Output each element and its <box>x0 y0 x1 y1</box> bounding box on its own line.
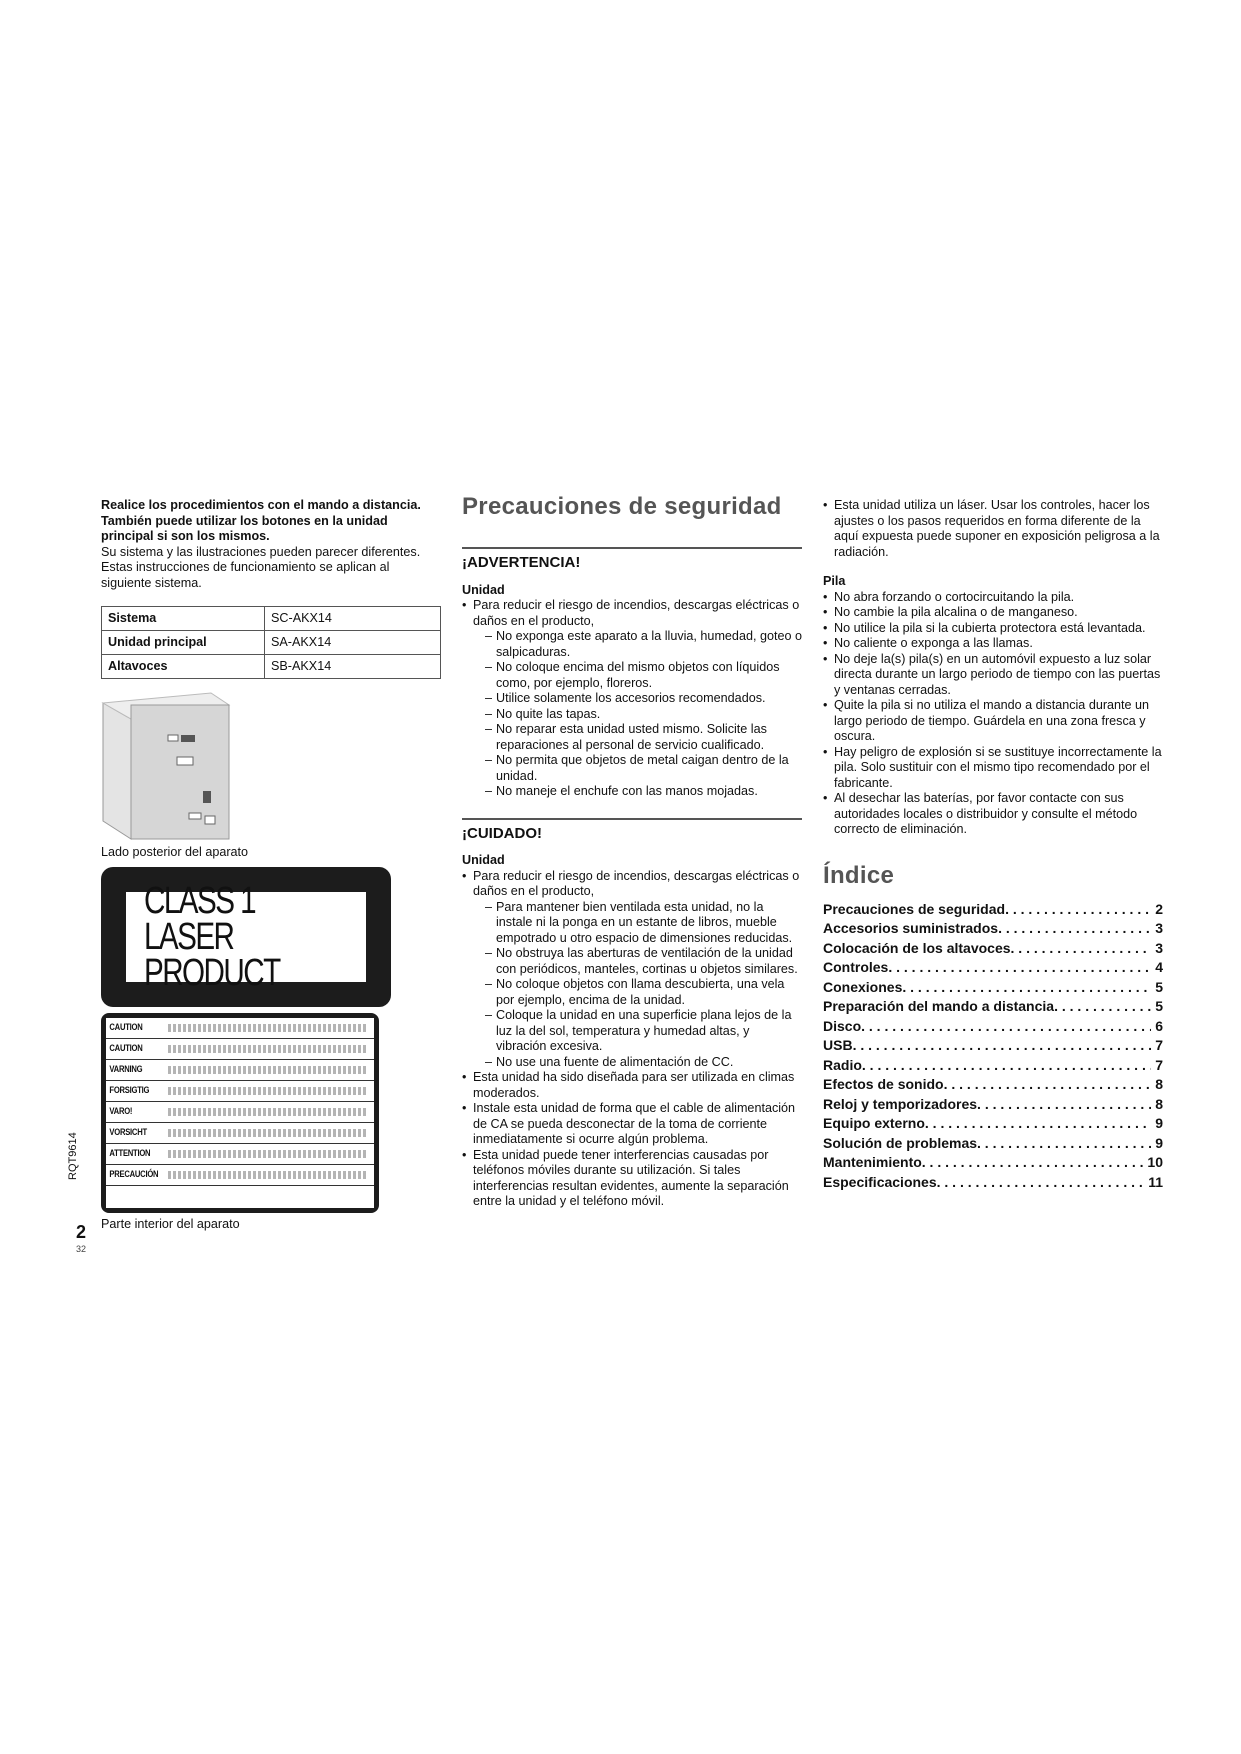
toc-label: Solución de problemas <box>823 1134 978 1151</box>
advertencia-heading: ¡ADVERTENCIA! <box>462 547 802 571</box>
page-sub-number: 32 <box>76 1244 87 1254</box>
warning-language-label: VARNING <box>109 1063 143 1074</box>
toc-label: Disco <box>823 1017 862 1034</box>
cuidado-list <box>462 869 802 1210</box>
warning-row <box>106 1165 374 1186</box>
list-item: • Al desechar las baterías, por favor contacte con sus autoridades locales o distribuidor y consulte el método correcto de eliminación. <box>823 791 1163 838</box>
list-item: – Para mantener bien ventilada esta unidad, no la instale ni la ponga en un estante de libros, mueble empotrado u otro espacio de dimensiones reducidas. <box>485 900 802 947</box>
advertencia-list <box>462 598 802 800</box>
figure-caption-rear: Lado posterior del aparato <box>101 845 249 859</box>
system-spec-table <box>101 606 441 679</box>
toc-label: Especificaciones <box>823 1173 937 1190</box>
toc-label: Reloj y temporizadores <box>823 1095 978 1112</box>
warning-row <box>106 1039 374 1060</box>
warning-language-label: CAUTION <box>109 1021 143 1032</box>
toc-entry[interactable] <box>823 1036 1163 1056</box>
spec-value: SB-AKX14 <box>265 655 441 679</box>
list-item: – Coloque la unidad en una superficie plana lejos de la luz la del sol, temperatura y humedad altas, y vibración excesiva. <box>485 1008 802 1055</box>
list-item: – Utilice solamente los accesorios recomendados. <box>485 691 802 707</box>
spec-key: Sistema <box>102 607 265 631</box>
intro-bold-text: Realice los procedimientos con el mando a distancia. También puede utilizar los botones en la unidad principal si son los mismos. <box>101 498 421 543</box>
warning-row <box>106 1018 374 1039</box>
toc-entry[interactable] <box>823 1075 1163 1095</box>
table-of-contents <box>823 900 1163 1193</box>
list-item: – No coloque encima del mismo objetos con líquidos como, por ejemplo, floreros. <box>485 660 802 691</box>
intro-text-1: Su sistema y las ilustraciones pueden parecer diferentes. <box>101 544 421 559</box>
list-item: – No use una fuente de alimentación de CC. <box>485 1055 802 1071</box>
list-item: • No deje la(s) pila(s) en un automóvil expuesto a luz solar directa durante un largo periodo de tiempo con las puertas y ventanas cerradas. <box>823 652 1163 699</box>
cuidado-subheading: Unidad <box>462 853 505 867</box>
list-item <box>462 869 802 1071</box>
toc-label: Radio <box>823 1056 862 1073</box>
toc-page: 11 <box>1148 1173 1163 1190</box>
toc-entry[interactable] <box>823 978 1163 998</box>
list-item: • Esta unidad puede tener interferencias causadas por teléfonos móviles durante su utilización. Si tales interferencias resultan evidentes, aumente la separación entre la unidad y el teléfono móvil. <box>462 1148 802 1210</box>
warning-row <box>106 1123 374 1144</box>
spec-value: SC-AKX14 <box>265 607 441 631</box>
toc-page: 3 <box>1155 920 1163 936</box>
device-rear-illustration <box>101 691 241 841</box>
table-row <box>102 607 441 631</box>
spec-key: Unidad principal <box>102 631 265 655</box>
toc-label: Preparación del mando a distancia <box>823 998 1055 1014</box>
laser-note-list <box>823 498 1163 560</box>
warning-language-label: FORSIGTIG <box>109 1084 150 1095</box>
toc-label: Mantenimiento <box>823 1154 922 1170</box>
cuidado-sublist <box>473 900 802 1071</box>
toc-entry[interactable] <box>823 1153 1163 1173</box>
toc-entry[interactable] <box>823 958 1163 978</box>
toc-entry[interactable] <box>823 939 1163 959</box>
spec-key: Altavoces <box>102 655 265 679</box>
warning-language-label: CAUTION <box>109 1042 143 1053</box>
warning-row <box>106 1144 374 1165</box>
toc-page: 9 <box>1155 1134 1163 1151</box>
toc-label: Controles <box>823 959 889 975</box>
list-item <box>462 598 802 800</box>
toc-entry[interactable] <box>823 1173 1163 1193</box>
warning-language-label: VORSICHT <box>109 1126 147 1137</box>
indice-title: Índice <box>823 861 895 889</box>
advertencia-sublist <box>473 629 802 800</box>
toc-label: Precauciones de seguridad <box>823 900 1006 917</box>
laser-class-label <box>101 867 391 1007</box>
table-row <box>102 631 441 655</box>
list-item: – No maneje el enchufe con las manos mojadas. <box>485 784 802 800</box>
list-item: • No abra forzando o cortocircuitando la pila. <box>823 590 1163 606</box>
toc-label: Accesorios suministrados <box>823 920 999 936</box>
toc-page: 7 <box>1155 1056 1163 1073</box>
list-item: • No caliente o exponga a las llamas. <box>823 636 1163 652</box>
toc-entry[interactable] <box>823 1114 1163 1134</box>
list-item-text: Para reducir el riesgo de incendios, descargas eléctricas o daños en el producto, <box>473 868 800 898</box>
toc-page: 8 <box>1155 1095 1163 1112</box>
warning-row <box>106 1060 374 1081</box>
list-item: – No permita que objetos de metal caigan dentro de la unidad. <box>485 753 802 784</box>
list-item: • No utilice la pila si la cubierta protectora está levantada. <box>823 621 1163 637</box>
list-item: • Esta unidad utiliza un láser. Usar los controles, hacer los ajustes o los pasos requeridos en forma diferente de la aquí expuesta puede suponer en exposición peligrosa a la radiación. <box>823 498 1163 560</box>
figure-caption-interior: Parte interior del aparato <box>101 1216 240 1231</box>
toc-label: Equipo externo <box>823 1115 925 1131</box>
safety-title: Precauciones de seguridad <box>462 493 782 520</box>
advertencia-subheading: Unidad <box>462 582 505 597</box>
warning-language-label: VARO! <box>109 1105 133 1116</box>
list-item: • Quite la pila si no utiliza el mando a distancia durante un largo periodo de tiempo. Guárdela en una zona fresca y oscura. <box>823 698 1163 745</box>
toc-label: Colocación de los altavoces <box>823 939 1011 956</box>
list-item: – No exponga este aparato a la lluvia, humedad, goteo o salpicaduras. <box>485 629 802 660</box>
toc-entry[interactable] <box>823 997 1163 1017</box>
toc-page: 5 <box>1155 998 1163 1014</box>
list-item-text: Para reducir el riesgo de incendios, descargas eléctricas o daños en el producto, <box>473 598 800 628</box>
warning-language-label: PRECAUCIÓN <box>109 1168 159 1179</box>
laser-label-line2: LASER PRODUCT <box>144 915 280 994</box>
toc-page: 4 <box>1155 959 1163 975</box>
warning-row <box>106 1102 374 1123</box>
list-item: • Instale esta unidad de forma que el cable de alimentación de CA se pueda desconectar de la toma de corriente inmediatamente si ocurre algún problema. <box>462 1101 802 1148</box>
toc-page: 2 <box>1155 900 1163 917</box>
toc-page: 5 <box>1155 978 1163 995</box>
list-item: – No obstruya las aberturas de ventilación de la unidad con periódicos, manteles, cortinas u objetos similares. <box>485 946 802 977</box>
toc-label: Efectos de sonido <box>823 1076 944 1092</box>
toc-page: 3 <box>1155 939 1163 956</box>
toc-entry[interactable] <box>823 1095 1163 1115</box>
toc-label: Conexiones <box>823 978 903 995</box>
document-code: RQT9614 <box>67 1132 79 1180</box>
left-column <box>101 498 441 1232</box>
cuidado-heading: ¡CUIDADO! <box>462 818 802 842</box>
toc-page: 8 <box>1155 1076 1163 1092</box>
list-item: • Hay peligro de explosión si se sustituye incorrectamente la pila. Solo sustituir con el mismo tipo recomendado por el fabricante. <box>823 745 1163 792</box>
list-item: – No quite las tapas. <box>485 707 802 723</box>
toc-page: 7 <box>1155 1037 1163 1053</box>
laser-warning-label <box>101 1013 379 1213</box>
toc-entry[interactable] <box>823 1017 1163 1037</box>
spec-value: SA-AKX14 <box>265 631 441 655</box>
warning-language-label: ATTENTION <box>109 1147 151 1158</box>
intro-text-2: Estas instrucciones de funcionamiento se aplican al siguiente sistema. <box>101 560 390 590</box>
toc-page: 6 <box>1155 1017 1163 1034</box>
pila-list <box>823 590 1163 838</box>
page-number: 2 <box>76 1222 87 1242</box>
toc-entry[interactable] <box>823 1134 1163 1154</box>
toc-entry[interactable] <box>823 900 1163 920</box>
toc-entry[interactable] <box>823 1056 1163 1076</box>
list-item: • Esta unidad ha sido diseñada para ser utilizada en climas moderados. <box>462 1070 802 1101</box>
toc-entry[interactable] <box>823 919 1163 939</box>
list-item: – No coloque objetos con llama descubierta, una vela por ejemplo, encima de la unidad. <box>485 977 802 1008</box>
toc-label: USB <box>823 1037 853 1053</box>
pila-heading: Pila <box>823 574 846 588</box>
warning-row <box>106 1081 374 1102</box>
toc-page: 9 <box>1155 1115 1163 1131</box>
list-item: • No cambie la pila alcalina o de manganeso. <box>823 605 1163 621</box>
right-column <box>823 498 1163 1192</box>
table-row <box>102 655 441 679</box>
toc-page: 10 <box>1147 1154 1163 1170</box>
middle-column <box>462 493 802 1210</box>
list-item: – No reparar esta unidad usted mismo. Solicite las reparaciones al personal de servicio cualificado. <box>485 722 802 753</box>
laser-label-line1: CLASS 1 <box>144 879 256 922</box>
